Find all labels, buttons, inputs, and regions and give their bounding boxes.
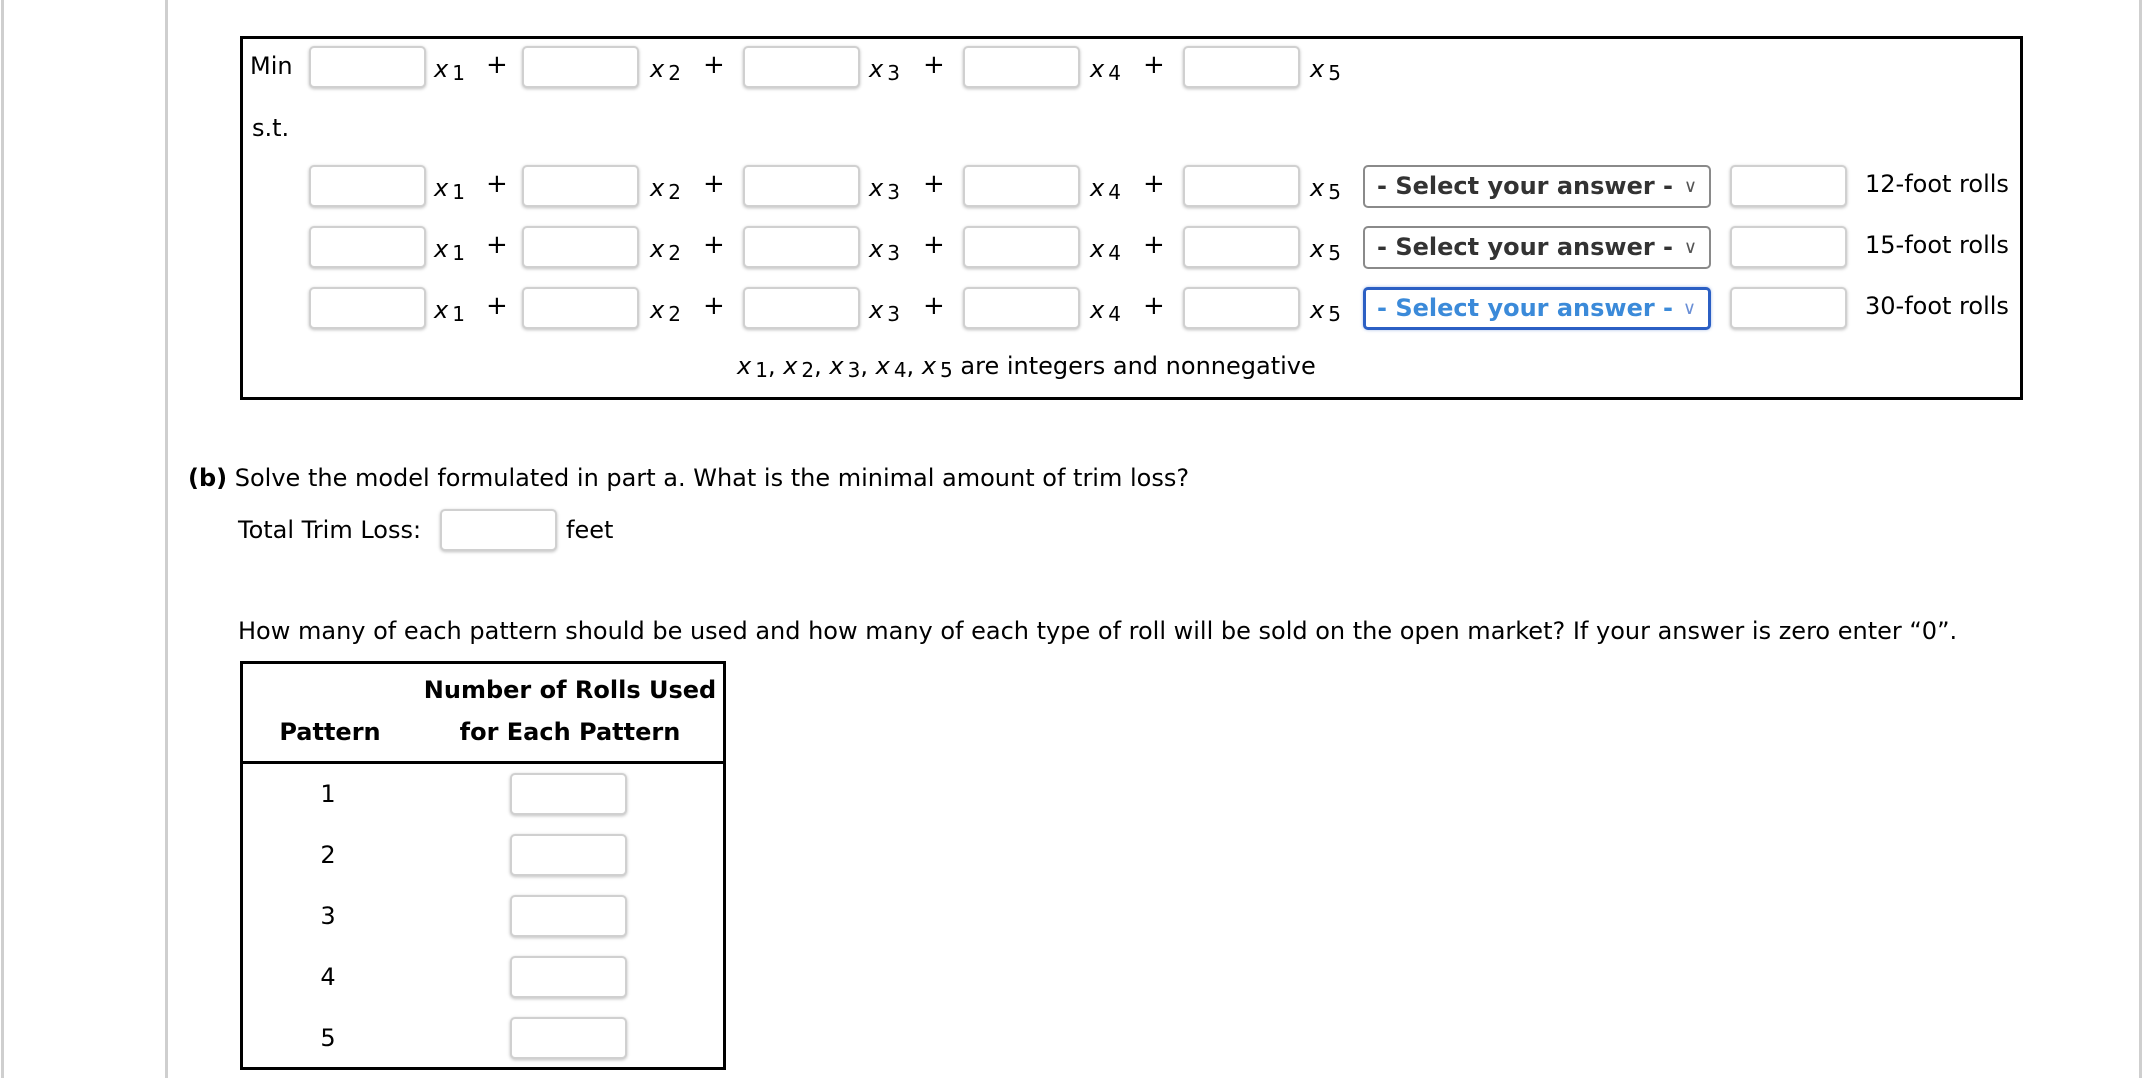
- var-x5: x $_5$: [1310, 235, 1341, 265]
- var-x4: x $_4$: [1090, 174, 1121, 204]
- constraint3-coef-x4[interactable]: [963, 287, 1080, 329]
- header-pattern: Pattern: [279, 718, 381, 746]
- select-value: - Select your answer -: [1377, 233, 1674, 261]
- var-x1: x $_1$: [434, 235, 465, 265]
- var-x4: x $_4$: [1090, 235, 1121, 265]
- content-left-border: [165, 0, 168, 1078]
- pattern-number: 4: [320, 963, 336, 991]
- var-x4: x $_4$: [1090, 296, 1121, 326]
- constraint3-rhs-input[interactable]: [1730, 287, 1847, 329]
- plus-sign: +: [703, 230, 725, 260]
- pattern2-rolls-input[interactable]: [510, 834, 627, 876]
- var-x5: x $_5$: [1310, 174, 1341, 204]
- plus-sign: +: [486, 291, 508, 321]
- plus-sign: +: [923, 169, 945, 199]
- plus-sign: +: [703, 291, 725, 321]
- pattern-question: How many of each pattern should be used and how many of each type of roll will be sold on the open market? If your answer is zero enter “0”.: [238, 617, 1958, 645]
- page-left-edge: [1, 0, 4, 1078]
- plus-sign: +: [1143, 50, 1165, 80]
- plus-sign: +: [1143, 291, 1165, 321]
- var-x2: x $_2$: [650, 55, 681, 85]
- constraint2-rhs-input[interactable]: [1730, 226, 1847, 268]
- constraint3-relation-select[interactable]: [1363, 287, 1711, 330]
- pattern4-rolls-input[interactable]: [510, 956, 627, 998]
- constraint1-coef-x1[interactable]: [309, 165, 426, 207]
- total-trim-loss-label: Total Trim Loss:: [238, 516, 422, 544]
- nonnegativity-text: are integers and nonnegative: [960, 352, 1316, 380]
- plus-sign: +: [486, 169, 508, 199]
- header-rolls-line1: Number of Rolls Used: [423, 676, 717, 704]
- constraint3-coef-x3[interactable]: [743, 287, 860, 329]
- var-x1: x $_1$: [434, 55, 465, 85]
- constraint3-coef-x5[interactable]: [1183, 287, 1300, 329]
- constraint3-label: 30-foot rolls: [1865, 292, 2009, 320]
- total-trim-loss-input[interactable]: [440, 509, 557, 551]
- constraint2-coef-x5[interactable]: [1183, 226, 1300, 268]
- constraint3-coef-x1[interactable]: [309, 287, 426, 329]
- var-x1: x $_1$: [434, 174, 465, 204]
- constraint1-relation-select[interactable]: [1363, 165, 1711, 208]
- pattern-number: 1: [320, 780, 336, 808]
- var-x2: x $_2$: [650, 235, 681, 265]
- var-x1: x $_1$: [434, 296, 465, 326]
- constraint1-coef-x4[interactable]: [963, 165, 1080, 207]
- var-x5: x $_5$: [1310, 296, 1341, 326]
- pattern-number: 5: [320, 1024, 336, 1052]
- plus-sign: +: [486, 50, 508, 80]
- plus-sign: +: [923, 230, 945, 260]
- trim-loss-unit: feet: [566, 516, 614, 544]
- select-value: - Select your answer -: [1377, 294, 1674, 322]
- pattern3-rolls-input[interactable]: [510, 895, 627, 937]
- var-x3: x $_3$: [869, 235, 900, 265]
- nonnegativity-constraint: x $_1$, x $_2$, x $_3$, x $_4$, x $_5$ are integers and nonnegative: [737, 352, 1316, 382]
- var-x3: x $_3$: [869, 55, 900, 85]
- objective-coef-x1[interactable]: [309, 46, 426, 88]
- lp-model-box: [240, 36, 2023, 400]
- plus-sign: +: [486, 230, 508, 260]
- constraint2-coef-x3[interactable]: [743, 226, 860, 268]
- constraint1-coef-x3[interactable]: [743, 165, 860, 207]
- table-header-divider: [240, 761, 726, 764]
- objective-coef-x3[interactable]: [743, 46, 860, 88]
- constraint1-rhs-input[interactable]: [1730, 165, 1847, 207]
- plus-sign: +: [923, 50, 945, 80]
- objective-coef-x5[interactable]: [1183, 46, 1300, 88]
- objective-coef-x4[interactable]: [963, 46, 1080, 88]
- plus-sign: +: [923, 291, 945, 321]
- plus-sign: +: [1143, 169, 1165, 199]
- var-x2: x $_2$: [650, 296, 681, 326]
- var-x4: x $_4$: [1090, 55, 1121, 85]
- chevron-down-icon: ∨: [1683, 176, 1697, 197]
- constraint1-coef-x2[interactable]: [522, 165, 639, 207]
- content-right-border: [2139, 0, 2142, 1078]
- constraint1-coef-x5[interactable]: [1183, 165, 1300, 207]
- chevron-down-icon: ∨: [1682, 298, 1696, 319]
- header-rolls-line2: for Each Pattern: [459, 718, 681, 746]
- select-value: - Select your answer -: [1377, 172, 1674, 200]
- part-b-question-text: Solve the model formulated in part a. What is the minimal amount of trim loss?: [234, 464, 1190, 492]
- pattern-number: 2: [320, 841, 336, 869]
- pattern1-rolls-input[interactable]: [510, 773, 627, 815]
- var-x5: x $_5$: [1310, 55, 1341, 85]
- plus-sign: +: [703, 50, 725, 80]
- objective-coef-x2[interactable]: [522, 46, 639, 88]
- constraint1-label: 12-foot rolls: [1865, 170, 2009, 198]
- objective-label: Min: [250, 52, 293, 80]
- var-x3: x $_3$: [869, 174, 900, 204]
- constraint2-coef-x4[interactable]: [963, 226, 1080, 268]
- var-x3: x $_3$: [869, 296, 900, 326]
- var-x2: x $_2$: [650, 174, 681, 204]
- part-b-question: [188, 464, 1189, 492]
- constraint2-coef-x2[interactable]: [522, 226, 639, 268]
- pattern-number: 3: [320, 902, 336, 930]
- constraint2-relation-select[interactable]: [1363, 226, 1711, 269]
- constraint2-label: 15-foot rolls: [1865, 231, 2009, 259]
- subject-to-label: s.t.: [252, 114, 290, 142]
- constraint2-coef-x1[interactable]: [309, 226, 426, 268]
- constraint3-coef-x2[interactable]: [522, 287, 639, 329]
- chevron-down-icon: ∨: [1683, 237, 1697, 258]
- plus-sign: +: [1143, 230, 1165, 260]
- part-b-marker: (b): [188, 464, 228, 492]
- pattern5-rolls-input[interactable]: [510, 1017, 627, 1059]
- plus-sign: +: [703, 169, 725, 199]
